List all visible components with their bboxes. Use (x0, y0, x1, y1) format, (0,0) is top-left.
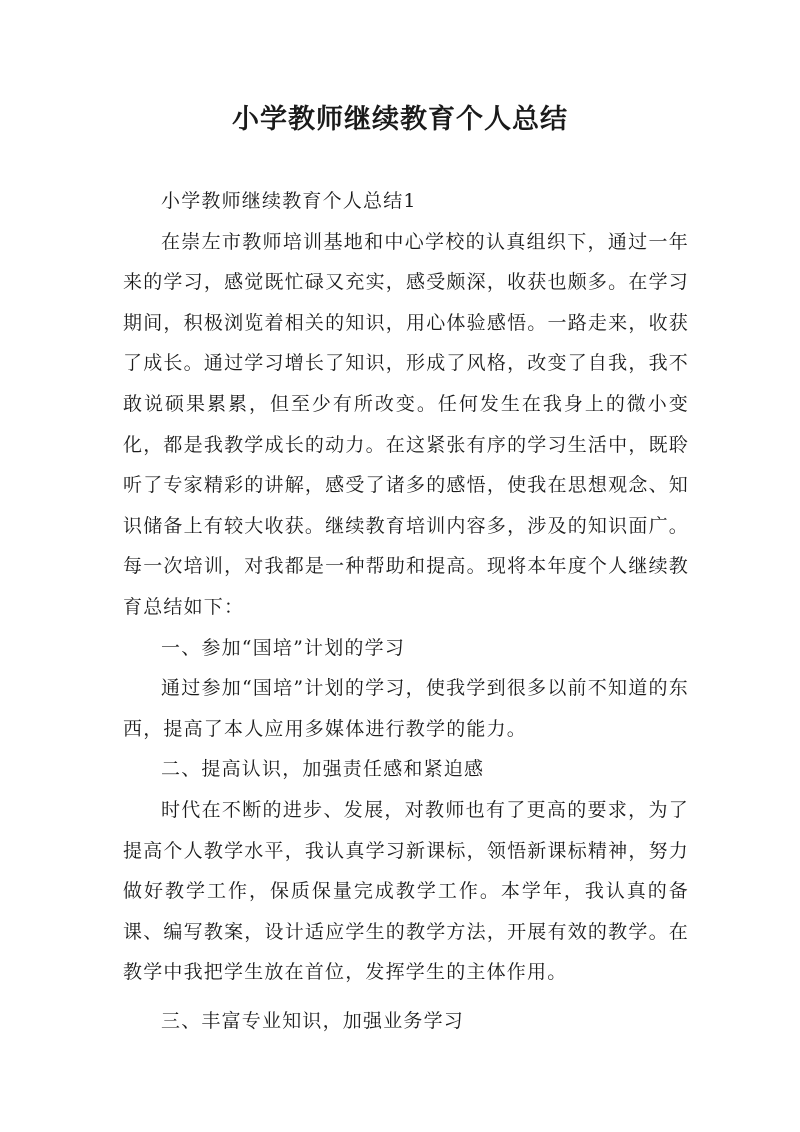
section-paragraph-1: 通过参加“国培”计划的学习，使我学到很多以前不知道的东西，提高了本人应用多媒体进行教学的能力。 (123, 677, 689, 740)
section-heading-2: 二、提高认识，加强责任感和紧迫感 (161, 758, 485, 781)
intro-paragraph: 在崇左市教师培训基地和中心学校的认真组织下，通过一年来的学习，感觉既忙碌又充实，感受颇深，收获也颇多。在学习期间，积极浏览着相关的知识，用心体验感悟。一路走来，收获了成长。通过学习增长了知识，形成了风格，改变了自我，我不敢说硕果累累，但至少有所改变。任何发生在我身上的微小变化，都是我教学成长的动力。在这紧张有序的学习生活中，既聆听了专家精彩的讲解，感受了诸多的感悟，使我在思想观念、知识储备上有较大收获。继续教育培训内容多，涉及的知识面广。每一次培训，对我都是一种帮助和提高。现将本年度个人继续教育总结如下： (123, 230, 689, 618)
document-subtitle: 小学教师继续教育个人总结1 (161, 190, 417, 212)
section-paragraph-2: 时代在不断的进步、发展，对教师也有了更高的要求，为了提高个人教学水平，我认真学习新课标，领悟新课标精神，努力做好教学工作，保质保量完成教学工作。本学年，我认真的备课、编写教案，设计适应学生的教学方法，开展有效的教学。在教学中我把学生放在首位，发挥学生的主体作用。 (123, 798, 689, 984)
document-body (123, 181, 689, 1041)
section-heading-3: 三、丰富专业知识，加强业务学习 (161, 1009, 465, 1032)
document-title: 小学教师继续教育个人总结 (232, 104, 568, 135)
section-heading-1: 一、参加“国培”计划的学习 (161, 636, 406, 659)
section-spacer (123, 993, 689, 1001)
